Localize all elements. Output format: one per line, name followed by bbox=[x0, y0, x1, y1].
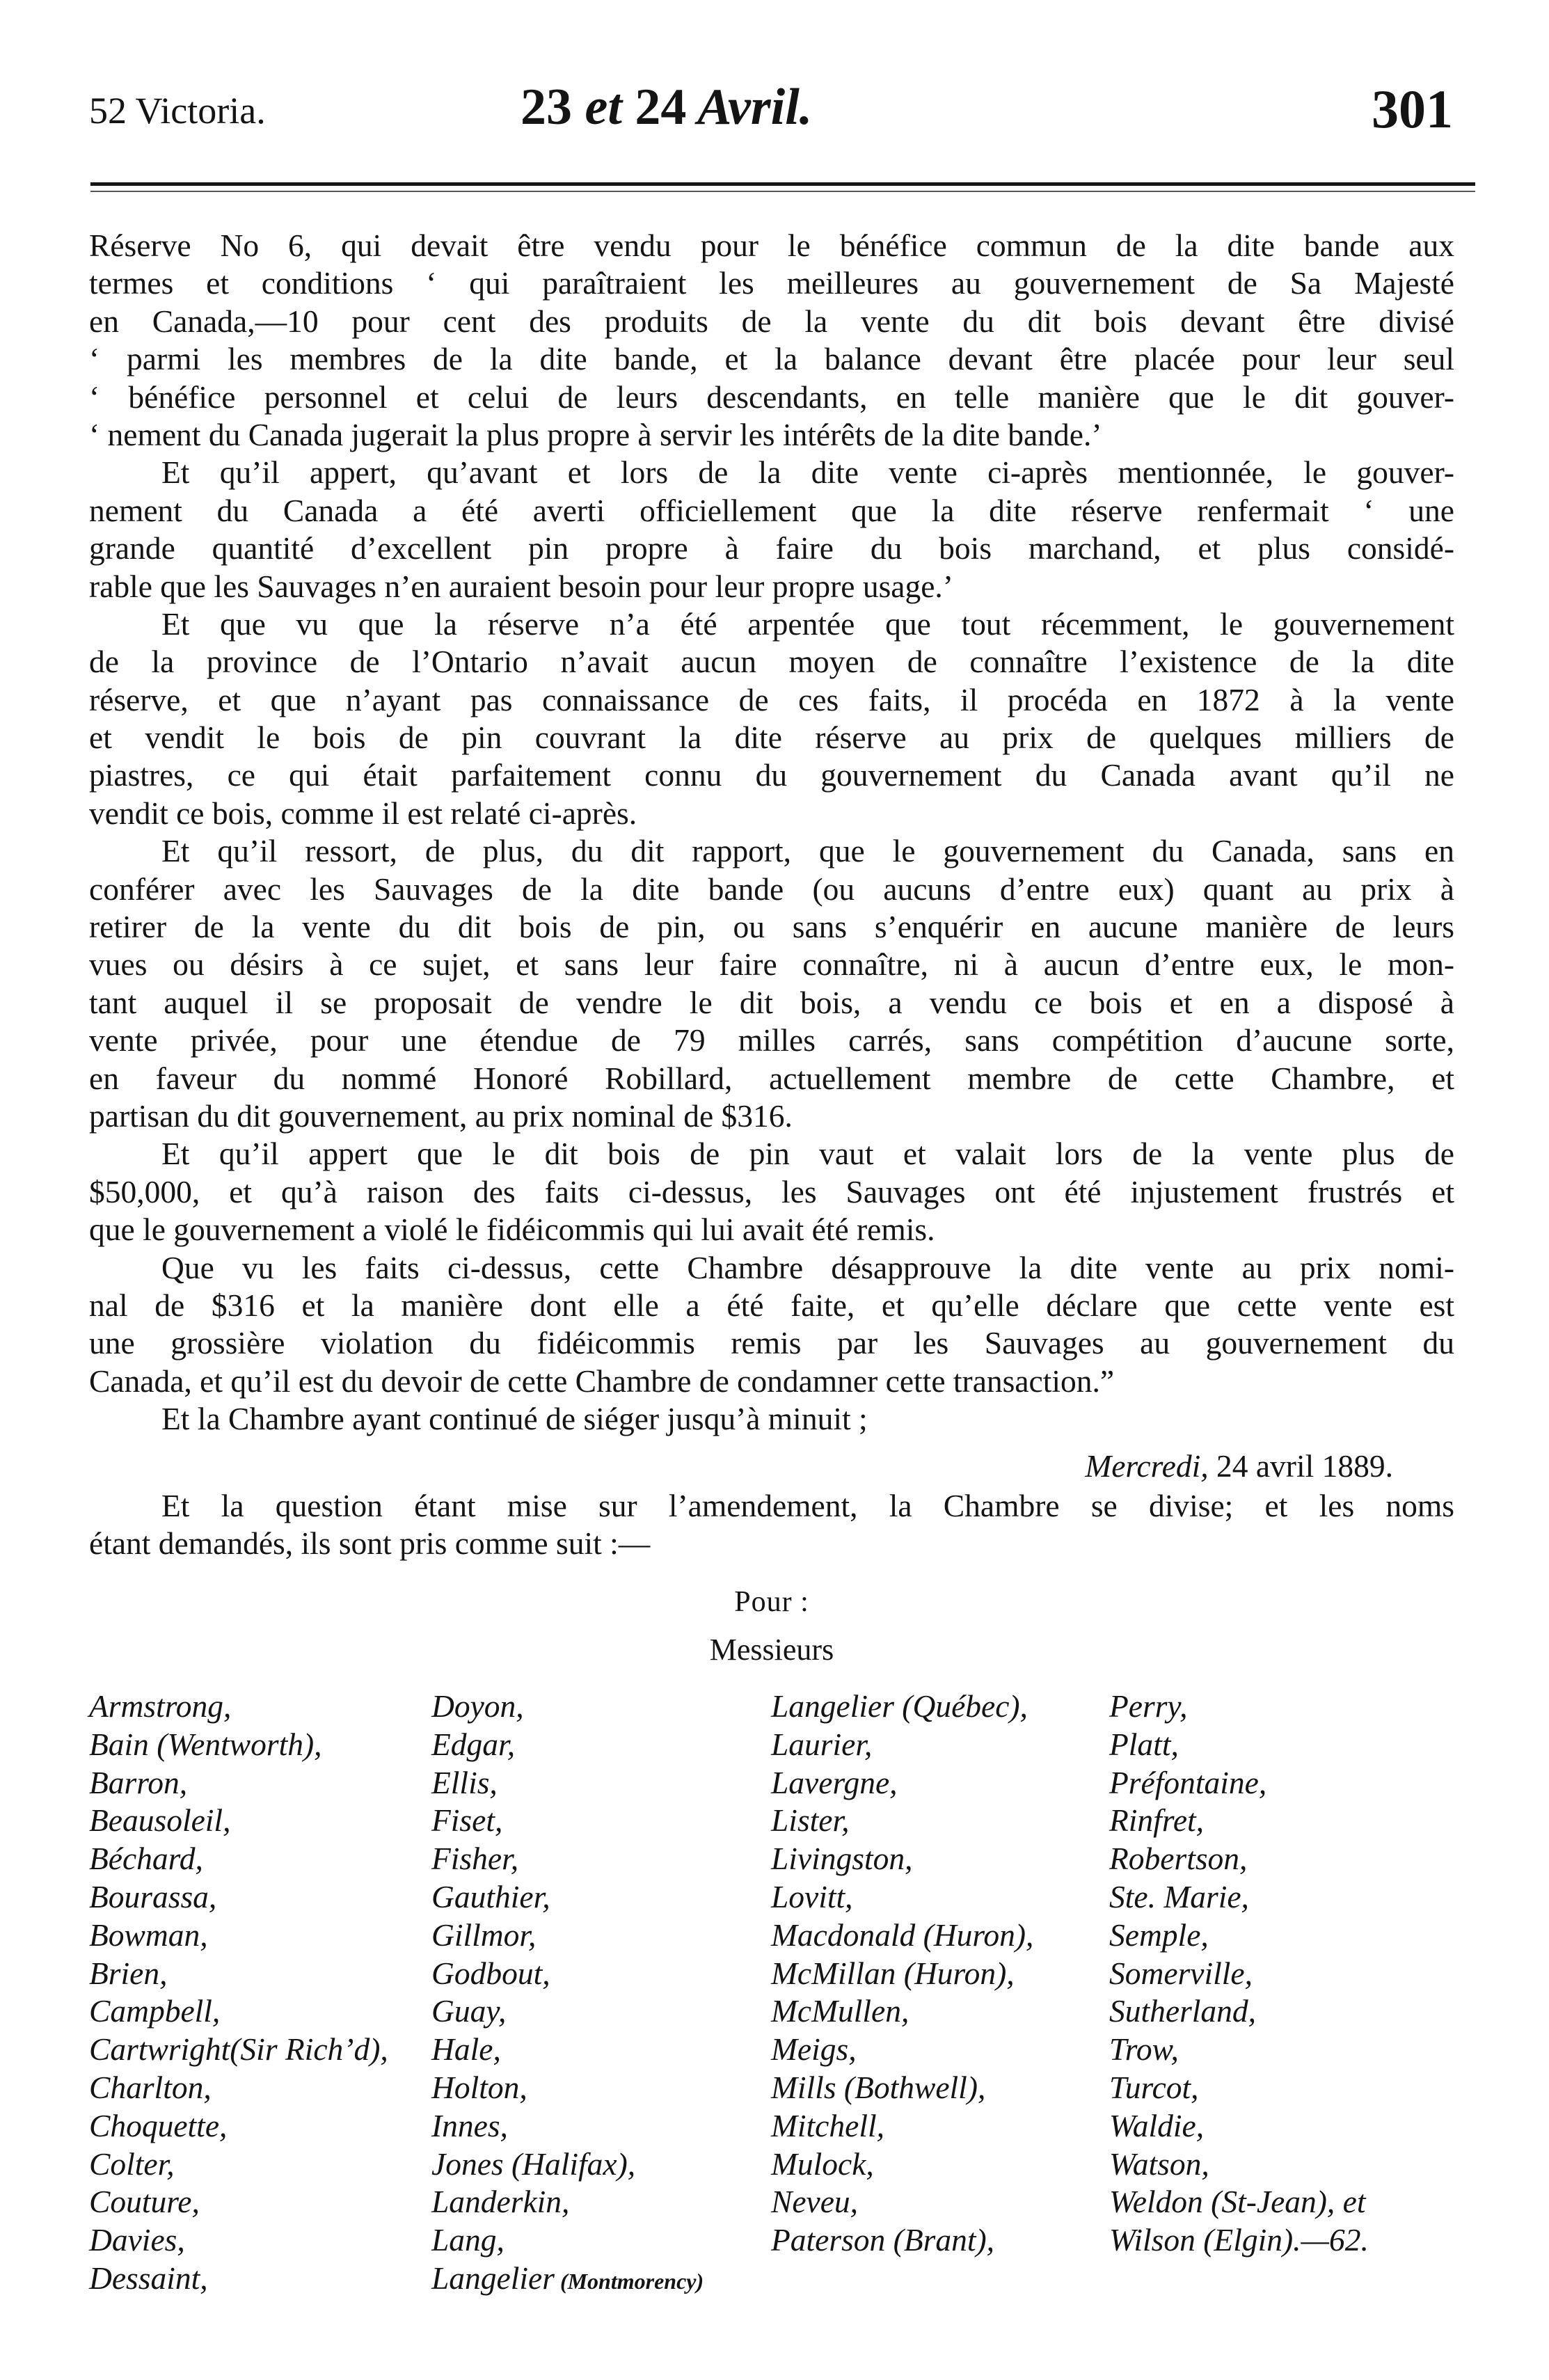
text-line: et vendit le bois de pin couvrant la dite réserve au prix de quelques milliers de bbox=[89, 720, 1454, 756]
member-name: Bowman, bbox=[89, 1917, 208, 1953]
member-name: Brien, bbox=[89, 1955, 168, 1991]
text-line: grande quantité d’excellent pin propre à faire du bois marchand, et plus considé- bbox=[89, 530, 1454, 566]
member-name: Beausoleil, bbox=[89, 1802, 231, 1839]
header-rule-thick bbox=[90, 182, 1475, 186]
date-day-b: 24 bbox=[635, 79, 687, 136]
member-name: Mulock, bbox=[771, 2145, 874, 2182]
member-name-suffix: (Montmorency) bbox=[554, 2268, 704, 2294]
member-name: Innes, bbox=[431, 2107, 508, 2143]
member-name: Watson, bbox=[1109, 2145, 1209, 2182]
text-line: étant demandés, ils sont pris comme suit :— bbox=[89, 1525, 651, 1561]
member-name: Barron, bbox=[89, 1764, 188, 1800]
text-line: de la province de l’Ontario n’avait aucun moyen de connaître l’existence de la dite bbox=[89, 644, 1454, 680]
member-name: Lavergne, bbox=[771, 1764, 898, 1800]
member-name: Meigs, bbox=[771, 2031, 857, 2068]
session-label: 52 Victoria. bbox=[89, 90, 266, 132]
member-name: Mitchell, bbox=[771, 2107, 884, 2143]
member-name: Rinfret, bbox=[1109, 1802, 1205, 1839]
date-conj: et bbox=[572, 79, 635, 136]
member-name: Campbell, bbox=[89, 1993, 221, 2029]
member-name: Trow, bbox=[1109, 2031, 1179, 2068]
member-name: Sutherland, bbox=[1109, 1993, 1257, 2029]
member-name: Choquette, bbox=[89, 2107, 228, 2143]
text-line: ‘ nement du Canada jugerait la plus propre à servir les intérêts de la dite bande.’ bbox=[89, 416, 1102, 452]
text-line: réserve, et que n’ayant pas connaissance de ces faits, il procéda en 1872 à la vente bbox=[89, 681, 1454, 717]
member-name: Béchard, bbox=[89, 1841, 203, 1877]
member-name: Perry, bbox=[1109, 1688, 1188, 1724]
member-name: Lovitt, bbox=[771, 1878, 853, 1914]
text-line: Et la question étant mise sur l’amendement, la Chambre se divise; et les noms bbox=[161, 1487, 1454, 1523]
paragraph-block bbox=[89, 227, 1454, 1438]
member-name: Robertson, bbox=[1109, 1841, 1248, 1877]
text-line: en Canada,—10 pour cent des produits de la vente du dit bois devant être divisé bbox=[89, 303, 1454, 339]
running-header bbox=[89, 78, 1453, 141]
page-number: 301 bbox=[1372, 79, 1453, 139]
date-day-a: 23 bbox=[521, 79, 572, 136]
text-line: ‘ parmi les membres de la dite bande, et la balance devant être placée pour leur seul bbox=[89, 341, 1454, 377]
date-rest: 24 avril 1889. bbox=[1208, 1447, 1393, 1484]
names-column-2 bbox=[431, 1688, 704, 2298]
member-name: Langelier (Montmorency) bbox=[431, 2260, 704, 2296]
member-name: Couture, bbox=[89, 2184, 200, 2220]
member-name: Ste. Marie, bbox=[1109, 1878, 1249, 1914]
text-line: tant auquel il se proposait de vendre le dit bois, a vendu ce bois et en a disposé à bbox=[89, 984, 1454, 1020]
member-name: Jones (Halifax), bbox=[431, 2145, 636, 2182]
vote-intro bbox=[89, 1487, 1454, 1563]
member-name: McMillan (Huron), bbox=[771, 1955, 1015, 1991]
member-name: Davies, bbox=[89, 2222, 185, 2258]
member-name: Semple, bbox=[1109, 1917, 1209, 1953]
member-name: Wilson (Elgin).—62. bbox=[1109, 2222, 1369, 2258]
names-column-4 bbox=[1109, 1688, 1369, 2260]
member-name: Armstrong, bbox=[89, 1688, 232, 1724]
text-line: piastres, ce qui était parfaitement connu du gouvernement du Canada avant qu’il ne bbox=[89, 757, 1454, 793]
member-name: Godbout, bbox=[431, 1955, 550, 1991]
member-name: Ellis, bbox=[431, 1764, 498, 1800]
member-name: Somerville, bbox=[1109, 1955, 1253, 1991]
body-text bbox=[89, 227, 1454, 1669]
member-name: Laurier, bbox=[771, 1726, 873, 1762]
member-name: Paterson (Brant), bbox=[771, 2222, 994, 2258]
text-line: Canada, et qu’il est du devoir de cette Chambre de condamner cette transaction.” bbox=[89, 1363, 1115, 1399]
text-line: Et qu’il appert que le dit bois de pin vaut et valait lors de la vente plus de bbox=[161, 1136, 1454, 1172]
member-name: Neveu, bbox=[771, 2184, 859, 2220]
member-name: Bourassa, bbox=[89, 1878, 217, 1914]
member-name: Landerkin, bbox=[431, 2184, 570, 2220]
date-line bbox=[89, 1438, 1454, 1487]
member-name: Dessaint, bbox=[89, 2260, 208, 2296]
text-line: conférer avec les Sauvages de la dite bande (ou aucuns d’entre eux) quant au prix à bbox=[89, 871, 1454, 907]
member-name: Charlton, bbox=[89, 2069, 212, 2105]
member-name: Lister, bbox=[771, 1802, 850, 1839]
text-line: nal de $316 et la manière dont elle a été faite, et qu’elle déclare que cette vente est bbox=[89, 1287, 1454, 1323]
member-name: Weldon (St-Jean), et bbox=[1109, 2184, 1366, 2220]
text-line: Et la Chambre ayant continué de siéger jusqu’à minuit ; bbox=[161, 1401, 868, 1437]
member-name: Livingston, bbox=[771, 1841, 913, 1877]
text-line: Et qu’il appert, qu’avant et lors de la dite vente ci-après mentionnée, le gouver- bbox=[161, 454, 1454, 491]
page-date bbox=[521, 78, 812, 137]
member-name: Gauthier, bbox=[431, 1878, 550, 1914]
pour-heading: Pour : bbox=[734, 1586, 809, 1619]
member-name: Bain (Wentworth), bbox=[89, 1726, 322, 1762]
member-name: Macdonald (Huron), bbox=[771, 1917, 1034, 1953]
text-line: partisan du dit gouvernement, au prix nominal de $316. bbox=[89, 1097, 793, 1134]
member-name: Préfontaine, bbox=[1109, 1764, 1267, 1800]
member-name: Colter, bbox=[89, 2145, 175, 2182]
text-line: que le gouvernement a violé le fidéicommis qui lui avait été remis. bbox=[89, 1212, 935, 1248]
text-line: en faveur du nommé Honoré Robillard, actuellement membre de cette Chambre, et bbox=[89, 1060, 1454, 1096]
text-line: Réserve No 6, qui devait être vendu pour le bénéfice commun de la dite bande aux bbox=[89, 228, 1454, 263]
header-rule-thin bbox=[90, 191, 1475, 192]
member-name: Holton, bbox=[431, 2069, 527, 2105]
text-line: Et que vu que la réserve n’a été arpentée que tout récemment, le gouvernement bbox=[161, 605, 1454, 642]
names-column-3 bbox=[771, 1688, 1033, 2260]
text-line: nement du Canada a été averti officiellement que la dite réserve renfermait ‘ une bbox=[89, 492, 1454, 528]
names-column-1 bbox=[89, 1688, 388, 2298]
member-name: Mills (Bothwell), bbox=[771, 2069, 986, 2105]
member-name: Edgar, bbox=[431, 1726, 516, 1762]
member-name: Fiset, bbox=[431, 1802, 503, 1839]
member-name: Langelier (Québec), bbox=[771, 1688, 1028, 1724]
member-name: Turcot, bbox=[1109, 2069, 1199, 2105]
messieurs-heading: Messieurs bbox=[709, 1632, 834, 1667]
text-line: Et qu’il ressort, de plus, du dit rapport, que le gouvernement du Canada, sans en bbox=[161, 833, 1454, 869]
member-name: Gillmor, bbox=[431, 1917, 537, 1953]
text-line: vendit ce bois, comme il est relaté ci-après. bbox=[89, 795, 637, 831]
member-name: Fisher, bbox=[431, 1841, 519, 1877]
member-name: Guay, bbox=[431, 1993, 507, 2029]
member-name: Platt, bbox=[1109, 1726, 1179, 1762]
text-line: vues ou désirs à ce sujet, et sans leur faire connaître, ni à aucun d’entre eux, le mon- bbox=[89, 946, 1454, 983]
member-name: Cartwright(Sir Rich’d), bbox=[89, 2031, 388, 2068]
date-month: Avril. bbox=[686, 79, 813, 136]
member-name: McMullen, bbox=[771, 1993, 909, 2029]
text-line: retirer de la vente du dit bois de pin, ou sans s’enquérir en aucune manière de leurs bbox=[89, 909, 1454, 945]
text-line: Que vu les faits ci-dessus, cette Chambre désapprouve la dite vente au prix nomi- bbox=[161, 1249, 1454, 1285]
member-name: Doyon, bbox=[431, 1688, 524, 1724]
date-weekday: Mercredi, bbox=[1085, 1447, 1209, 1484]
member-name: Waldie, bbox=[1109, 2107, 1205, 2143]
text-line: ‘ bénéfice personnel et celui de leurs descendants, en telle manière que le dit gouver- bbox=[89, 379, 1454, 415]
member-name: Hale, bbox=[431, 2031, 501, 2068]
member-name: Lang, bbox=[431, 2222, 505, 2258]
text-line: $50,000, et qu’à raison des faits ci-dessus, les Sauvages ont été injustement frustrés et bbox=[89, 1173, 1454, 1209]
text-line: vente privée, pour une étendue de 79 milles carrés, sans compétition d’aucune sorte, bbox=[89, 1022, 1454, 1058]
text-line: une grossière violation du fidéicommis remis par les Sauvages au gouvernement du bbox=[89, 1325, 1454, 1361]
names-list bbox=[89, 1688, 1481, 2328]
text-line: rable que les Sauvages n’en auraient besoin pour leur propre usage.’ bbox=[89, 568, 953, 604]
text-line: termes et conditions ‘ qui paraîtraient les meilleures au gouvernement de Sa Majesté bbox=[89, 265, 1454, 301]
